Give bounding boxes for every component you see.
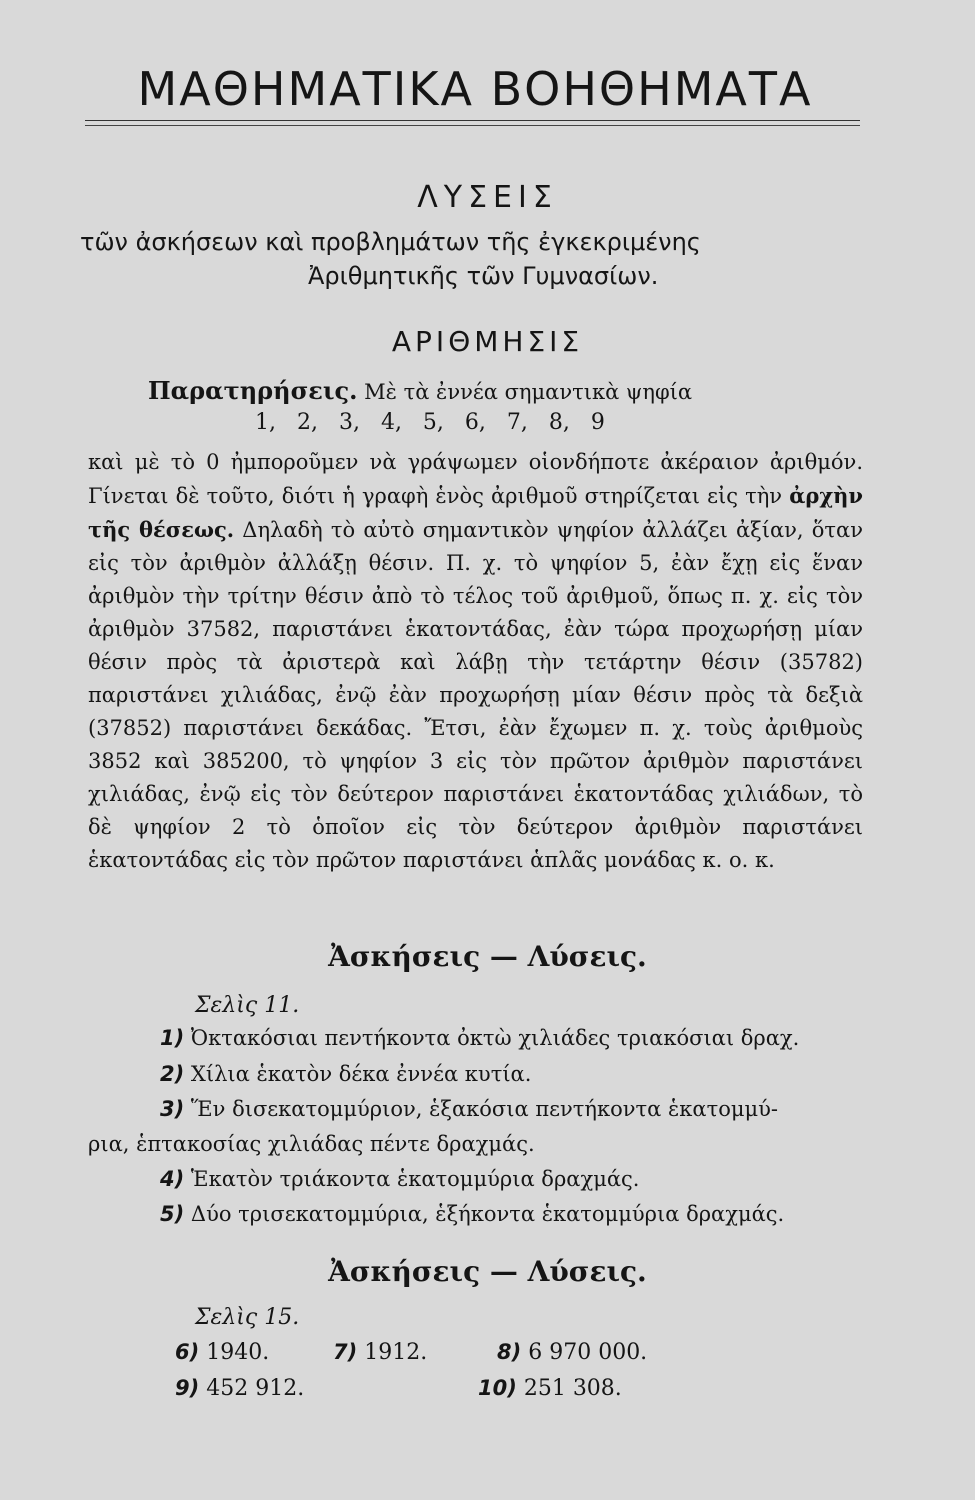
remarks-paragraph (88, 446, 863, 877)
answer-8: 8) 6 970 000. (497, 1340, 648, 1365)
answer-item-1: 1) Ὀκτακόσιαι πεντήκοντα ὀκτὼ χιλιάδες τριακόσιαι δραχ. (160, 1026, 800, 1050)
section-heading: ΑΡΙΘΜΗΣΙΣ (391, 325, 584, 358)
digits-row: 1, 2, 3, 4, 5, 6, 7, 8, 9 (255, 410, 605, 435)
remarks-lead-text: Μὲ τὰ ἐννέα σημαντικὰ ψηφία (364, 380, 693, 404)
subtitle-line-1: τῶν ἀσκήσεων καὶ προβλημάτων τῆς ἐγκεκριμένης (80, 228, 701, 256)
answer-item-3: 3) Ἕν δισεκατομμύριον, ἑξακόσια πεντήκοντα ἑκατομμύ- (160, 1097, 778, 1121)
answer-item-4: 4) Ἑκατὸν τριάκοντα ἑκατομμύρια δραχμάς. (160, 1167, 640, 1191)
remarks-bold-phrase: ἀρχὴν τῆς θέσεως. (88, 483, 863, 542)
answer-10: 10) 251 308. (478, 1376, 622, 1401)
remarks-lead (88, 374, 863, 409)
answer-item-3-continuation: ρια, ἑπτακοσίας χιλιάδας πέντε δραχμάς. (88, 1132, 535, 1156)
answer-6: 6) 1940. (175, 1340, 270, 1365)
exercises-heading-2: Ἀσκήσεις — Λύσεις. (328, 1255, 647, 1288)
exercises-heading-1: Ἀσκήσεις — Λύσεις. (328, 940, 647, 973)
remarks-text-b: Δηλαδὴ τὸ αὐτὸ σημαντικὸν ψηφίον ἀλλάζει ἀξίαν, ὅταν εἰς τὸν ἀριθμὸν ἀλλάξῃ θέσιν. Π. χ. τὸ ψηφίον 5, ἐὰν ἔχῃ εἰς ἕναν ἀριθμὸν τὴν τρίτην θέσιν ἀπὸ τὸ τέλος τοῦ ἀριθμοῦ, ὅπως π. χ. εἰς τὸν ἀριθμὸν 37582, παριστάνει ἑκατοντάδας, ἐὰν τώρα προχωρήσῃ μίαν θέσιν πρὸς τὰ ἀριστερὰ καὶ λάβῃ τὴν τετάρτην θέσιν (35782) παριστάνει χιλιάδας, ἐνῷ ἐὰν προχωρήσῃ μίαν θέσιν πρὸς τὰ δεξιὰ (37852) παριστάνει δεκάδας. Ἔτσι, ἐὰν ἔχωμεν π. χ. τοὺς ἀριθμοὺς 3852 καὶ 385200, τὸ ψηφίον 3 εἰς τὸν πρῶτον ἀριθμὸν παριστάνει χιλιάδας, ἐνῷ εἰς τὸν δεύτερον παριστάνει ἑκατοντάδας χιλιάδων, τὸ δὲ ψηφίον 2 τὸ ὁποῖον εἰς τὸν δεύτερον ἀριθμὸν παριστάνει ἑκατοντάδας εἰς τὸν πρῶτον παριστάνει ἁπλᾶς μονάδας κ. ο. κ. (88, 518, 863, 872)
page-ref-2: Σελὶς 15. (195, 1305, 300, 1330)
subtitle-line-2: Ἀριθμητικῆς τῶν Γυμνασίων. (308, 262, 659, 290)
header-rule-bottom (85, 125, 860, 126)
remarks-text-a: καὶ μὲ τὸ 0 ἠμποροῦμεν νὰ γράψωμεν οἱονδήποτε ἀκέραιον ἀριθμόν. Γίνεται δὲ τοῦτο, διότι ἡ γραφὴ ἑνὸς ἀριθμοῦ στηρίζεται εἰς τὴν (88, 450, 863, 508)
solutions-heading: ΛΥΣΕΙΣ (417, 180, 558, 215)
answer-item-5: 5) Δύο τρισεκατομμύρια, ἑξήκοντα ἑκατομμύρια δραχμάς. (160, 1202, 785, 1226)
page-ref-1: Σελὶς 11. (195, 993, 300, 1018)
answer-7: 7) 1912. (333, 1340, 428, 1365)
header-rule-top (85, 120, 860, 121)
answer-item-2: 2) Χίλια ἑκατὸν δέκα ἐννέα κυτία. (160, 1062, 532, 1086)
answer-9: 9) 452 912. (175, 1376, 305, 1401)
running-header: ΜΑΘΗΜΑΤΙΚΑ ΒΟΗΘΗΜΑΤΑ (137, 62, 813, 116)
remarks-label: Παρατηρήσεις. (148, 376, 358, 405)
